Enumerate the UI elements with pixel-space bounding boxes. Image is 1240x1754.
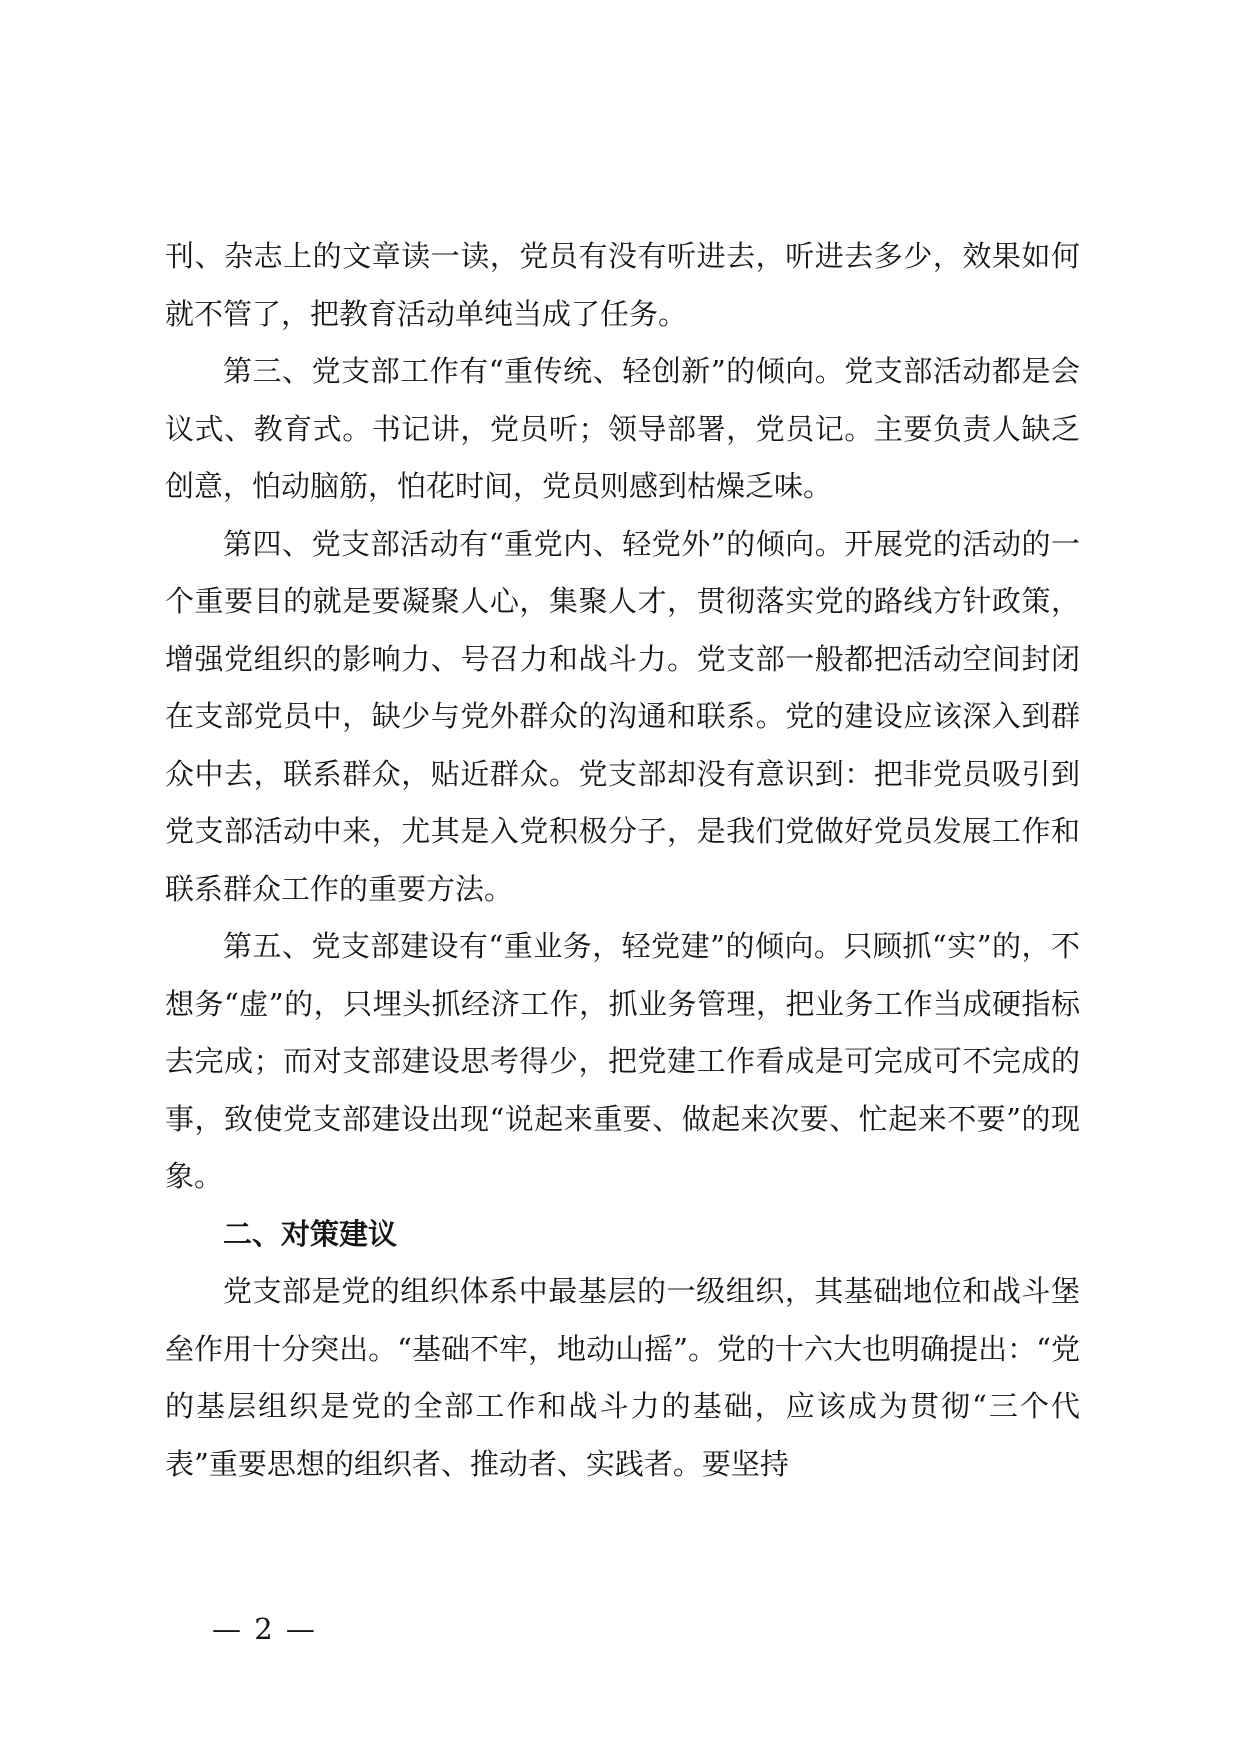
paragraph-fifth-tendency: 第五、党支部建设有“重业务，轻党建”的倾向。只顾抓“实”的，不想务“虚”的，只埋头抓经济工作，抓业务管理，把业务工作当成硬指标去完成；而对支部建设思考得少，把党建工作看成是可完成可不完成的事，致使党支部建设出现“说起来重要、做起来次要、忙起来不要”的现象。 [165, 929, 1080, 1193]
paragraph-fourth-tendency: 第四、党支部活动有“重党内、轻党外”的倾向。开展党的活动的一个重要目的就是要凝聚人心，集聚人才，贯彻落实党的路线方针政策，增强党组织的影响力、号召力和战斗力。党支部一般都把活动空间封闭在支部党员中，缺少与党外群众的沟通和联系。党的建设应该深入到群众中去，联系群众，贴近群众。党支部却没有意识到：把非党员吸引到党支部活动中来，尤其是入党积极分子，是我们党做好党员发展工作和联系群众工作的重要方法。 [165, 526, 1080, 906]
paragraph-countermeasures: 党支部是党的组织体系中最基层的一级组织，其基础地位和战斗堡垒作用十分突出。“基础不牢，地动山摇”。党的十六大也明确提出：“党的基层组织是党的全部工作和战斗力的基础，应该成为贯彻“三个代表”重要思想的组织者、推动者、实践者。要坚持 [165, 1274, 1080, 1481]
page-number: — 2 — [212, 1612, 317, 1646]
paragraph-continued: 刊、杂志上的文章读一读，党员有没有听进去，听进去多少，效果如何就不管了，把教育活动单纯当成了任务。 [165, 239, 1080, 331]
document-body [165, 228, 1080, 1493]
paragraph-third-tendency: 第三、党支部工作有“重传统、轻创新”的倾向。党支部活动都是会议式、教育式。书记讲，党员听；领导部署，党员记。主要负责人缺乏创意，怕动脑筋，怕花时间，党员则感到枯燥乏味。 [165, 354, 1080, 503]
section-heading: 二、对策建议 [223, 1216, 398, 1251]
